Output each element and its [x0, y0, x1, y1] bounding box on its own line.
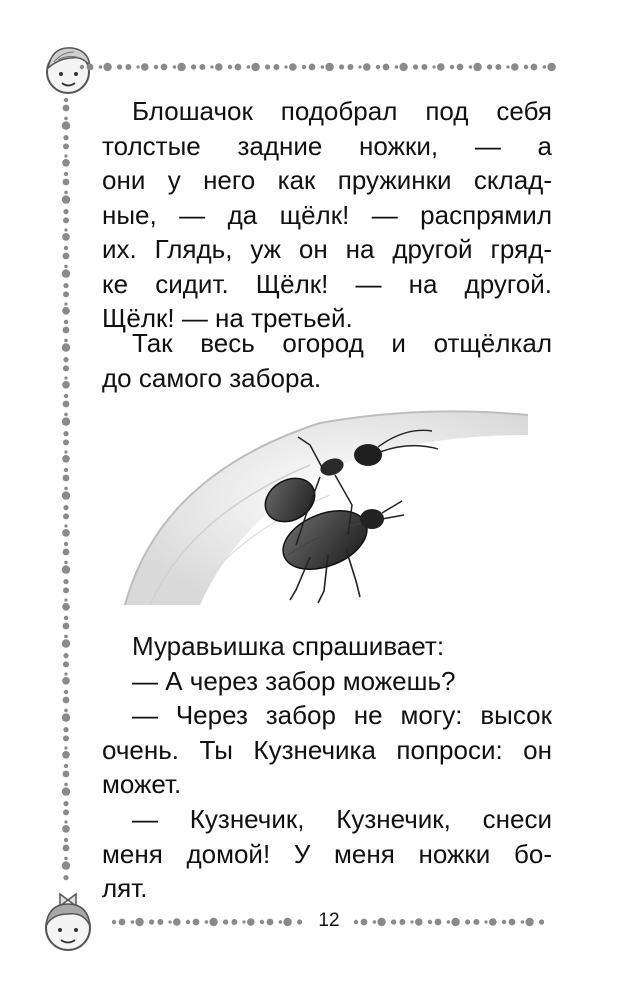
border-dot: [235, 64, 242, 71]
border-dot: [125, 64, 131, 70]
border-dot: [395, 65, 399, 69]
border-dot: [223, 919, 228, 924]
border-dot: [63, 209, 68, 214]
border-dot: [354, 920, 358, 924]
border-dot: [64, 246, 68, 250]
border-dot: [62, 233, 70, 241]
text-line: они у него как пружинки склад-: [102, 165, 552, 195]
border-dot: [447, 920, 451, 924]
border-dot: [63, 439, 69, 445]
border-dot: [251, 63, 259, 71]
paragraph-muravishka: [102, 629, 552, 664]
text-line: — Через забор не могу: высок: [132, 700, 552, 730]
border-dot: [321, 65, 325, 69]
border-dot: [413, 64, 418, 69]
paragraph-answer: [102, 698, 552, 802]
border-dot: [135, 918, 143, 926]
border-dot: [63, 327, 70, 334]
border-dot: [103, 63, 111, 71]
border-dot: [161, 64, 168, 71]
border-dot: [62, 565, 70, 573]
border-dot: [63, 727, 68, 732]
border-dot: [62, 381, 70, 389]
border-dot: [358, 65, 361, 68]
paragraph-kuznechik: [102, 802, 552, 906]
border-dot: [62, 159, 70, 167]
border-dot: [437, 63, 445, 71]
border-dot: [502, 920, 506, 924]
border-dot: [117, 64, 122, 69]
border-dot: [62, 677, 70, 685]
border-dot: [539, 919, 544, 924]
border-dot: [273, 64, 279, 70]
text-line: — Кузнечик, Кузнечик, снеси: [132, 804, 552, 834]
border-dot: [64, 838, 68, 842]
border-dot: [428, 920, 432, 924]
border-dot: [63, 431, 68, 436]
text-line: — А через забор можешь?: [132, 666, 456, 696]
border-dot: [63, 513, 69, 519]
border-dot: [63, 623, 70, 630]
border-dot: [64, 857, 68, 861]
border-dot: [173, 65, 177, 69]
border-dot: [177, 63, 185, 71]
border-dot: [168, 920, 171, 923]
border-dot: [64, 302, 67, 305]
page-number: 12: [318, 910, 340, 931]
text-line: меня домой! У меня ножки бо-: [102, 838, 552, 869]
border-dot: [376, 65, 380, 69]
border-dot: [63, 801, 68, 806]
border-dot: [193, 919, 200, 926]
border-dot: [63, 179, 70, 186]
border-dot: [64, 524, 67, 527]
border-dot: [521, 920, 525, 924]
border-dot: [62, 861, 70, 869]
border-dot: [260, 920, 264, 924]
text-line: толстые задние ножки, — а: [102, 130, 552, 161]
border-dot: [62, 455, 70, 463]
border-dot: [525, 918, 533, 926]
border-dot: [64, 561, 68, 565]
text-line: ные, — да щёлк! — распрямил: [102, 199, 552, 230]
border-dot: [410, 920, 413, 923]
border-dot: [473, 919, 479, 925]
text-line: ке сидит. Щёлк! — на другой.: [102, 268, 552, 299]
border-dot: [284, 65, 287, 68]
border-dot: [297, 919, 302, 924]
border-dot: [279, 920, 283, 924]
border-dot: [62, 195, 70, 203]
border-dot: [63, 845, 70, 852]
text-line: очень. Ты Кузнечика попроси: он: [102, 734, 552, 765]
border-dot: [377, 918, 385, 926]
border-dot: [62, 269, 70, 277]
text-line: Щёлк! — на третьей.: [102, 303, 353, 333]
border-dot: [432, 65, 435, 68]
border-dot: [63, 771, 70, 778]
bottom-dotted-border-right: [352, 915, 552, 929]
border-dot: [64, 783, 68, 787]
border-dot: [63, 735, 69, 741]
text-line: их. Глядь, уж он на другой гряд-: [102, 234, 552, 264]
border-dot: [63, 809, 69, 815]
border-dot: [173, 918, 181, 926]
border-dot: [415, 918, 423, 926]
border-dot: [63, 697, 70, 704]
border-dot: [62, 343, 70, 351]
border-dot: [64, 117, 68, 121]
border-dot: [399, 919, 405, 925]
border-dot: [63, 875, 68, 880]
border-dot: [63, 291, 69, 297]
border-dot: [64, 616, 68, 620]
border-dot: [62, 121, 70, 129]
border-dot: [547, 63, 555, 71]
border-dot: [457, 64, 464, 71]
left-dotted-border: [58, 96, 74, 886]
border-dot: [64, 154, 67, 157]
border-dot: [451, 918, 459, 926]
text-line: Блошачок подобрал под себя: [132, 96, 552, 126]
border-dot: [64, 690, 68, 694]
border-dot: [205, 920, 209, 924]
border-dot: [231, 919, 237, 925]
border-dot: [473, 63, 481, 71]
border-dot: [309, 64, 316, 71]
border-dot: [141, 63, 149, 71]
border-dot: [63, 357, 68, 362]
border-dot: [63, 653, 68, 658]
border-dot: [191, 64, 196, 69]
border-dot: [509, 919, 516, 926]
border-dot: [247, 65, 251, 69]
border-dot: [64, 746, 67, 749]
border-dot: [64, 98, 68, 102]
border-dot: [435, 919, 442, 926]
border-dot: [339, 64, 344, 69]
border-dot: [325, 63, 333, 71]
border-dot: [64, 394, 68, 398]
border-dot: [383, 64, 390, 71]
paragraph-ogorod: [102, 326, 552, 395]
border-dot: [62, 417, 70, 425]
border-dot: [64, 339, 68, 343]
border-dot: [186, 920, 190, 924]
border-dot: [347, 64, 353, 70]
border-dot: [421, 64, 427, 70]
border-dot: [302, 65, 306, 69]
border-dot: [487, 64, 492, 69]
border-dot: [63, 135, 68, 140]
border-dot: [511, 63, 519, 71]
border-dot: [469, 65, 473, 69]
border-dot: [119, 919, 126, 926]
border-dot: [391, 919, 396, 924]
border-dot: [62, 603, 70, 611]
border-dot: [215, 63, 223, 71]
paragraph-question: [102, 664, 552, 699]
border-dot: [210, 65, 213, 68]
border-dot: [489, 918, 497, 926]
border-dot: [149, 919, 154, 924]
text-line: может.: [102, 769, 182, 799]
border-dot: [64, 672, 67, 675]
border-dot: [64, 320, 68, 324]
border-dot: [265, 64, 270, 69]
border-dot: [131, 920, 135, 924]
border-dot: [209, 918, 217, 926]
border-dot: [531, 64, 538, 71]
border-dot: [283, 918, 291, 926]
border-dot: [63, 587, 69, 593]
border-dot: [64, 450, 67, 453]
paragraph-blohachok: [102, 94, 552, 336]
text-line: Муравьишка спрашивает:: [132, 631, 445, 661]
border-dot: [64, 468, 68, 472]
border-dot: [289, 63, 297, 71]
border-dot: [506, 65, 509, 68]
border-dot: [64, 598, 67, 601]
border-dot: [495, 64, 501, 70]
border-dot: [63, 549, 70, 556]
border-dot: [154, 65, 158, 69]
border-dot: [63, 505, 68, 510]
border-dot: [63, 283, 68, 288]
border-dot: [63, 661, 69, 667]
border-dot: [87, 64, 94, 71]
text-line: Так весь огород и отщёлкал: [132, 328, 552, 358]
border-dot: [64, 487, 68, 491]
border-dot: [63, 217, 69, 223]
border-dot: [63, 401, 70, 408]
border-dot: [99, 65, 103, 69]
ant-on-beetle-illustration: [120, 405, 528, 610]
border-dot: [64, 413, 68, 417]
girl-face-with-bow-icon: [38, 888, 98, 954]
border-dot: [363, 63, 371, 71]
border-dot: [63, 253, 70, 260]
border-dot: [247, 918, 255, 926]
border-dot: [63, 105, 70, 112]
border-dot: [64, 764, 68, 768]
border-dot: [62, 529, 70, 537]
border-dot: [64, 635, 68, 639]
border-dot: [543, 65, 547, 69]
border-dot: [64, 172, 68, 176]
text-line: до самого забора.: [102, 362, 322, 393]
border-dot: [267, 919, 274, 926]
border-dot: [136, 65, 139, 68]
border-dot: [63, 365, 69, 371]
border-dot: [64, 709, 68, 713]
border-dot: [199, 64, 205, 70]
border-dot: [64, 265, 68, 269]
border-dot: [465, 919, 470, 924]
border-dot: [62, 307, 70, 315]
border-dot: [228, 65, 232, 69]
border-dot: [524, 65, 528, 69]
border-dot: [64, 542, 68, 546]
border-dot: [63, 143, 69, 149]
border-dot: [63, 475, 70, 482]
border-dot: [64, 376, 67, 379]
border-dot: [450, 65, 454, 69]
border-dot: [62, 787, 70, 795]
border-dot: [64, 228, 67, 231]
border-dot: [64, 820, 67, 823]
border-dot: [62, 639, 70, 647]
border-dot: [62, 825, 70, 833]
border-dot: [373, 920, 377, 924]
border-dot: [484, 920, 487, 923]
border-dot: [62, 713, 70, 721]
border-dot: [80, 65, 84, 69]
border-dot: [399, 63, 407, 71]
border-dot: [361, 919, 368, 926]
top-dotted-border: [78, 60, 558, 74]
border-dot: [242, 920, 245, 923]
border-dot: [64, 191, 68, 195]
border-dot: [62, 491, 70, 499]
bottom-dotted-border-left: [110, 915, 306, 929]
border-dot: [63, 579, 68, 584]
border-dot: [62, 751, 70, 759]
text-line: лят.: [102, 873, 148, 903]
border-dot: [157, 919, 163, 925]
border-dot: [112, 920, 116, 924]
